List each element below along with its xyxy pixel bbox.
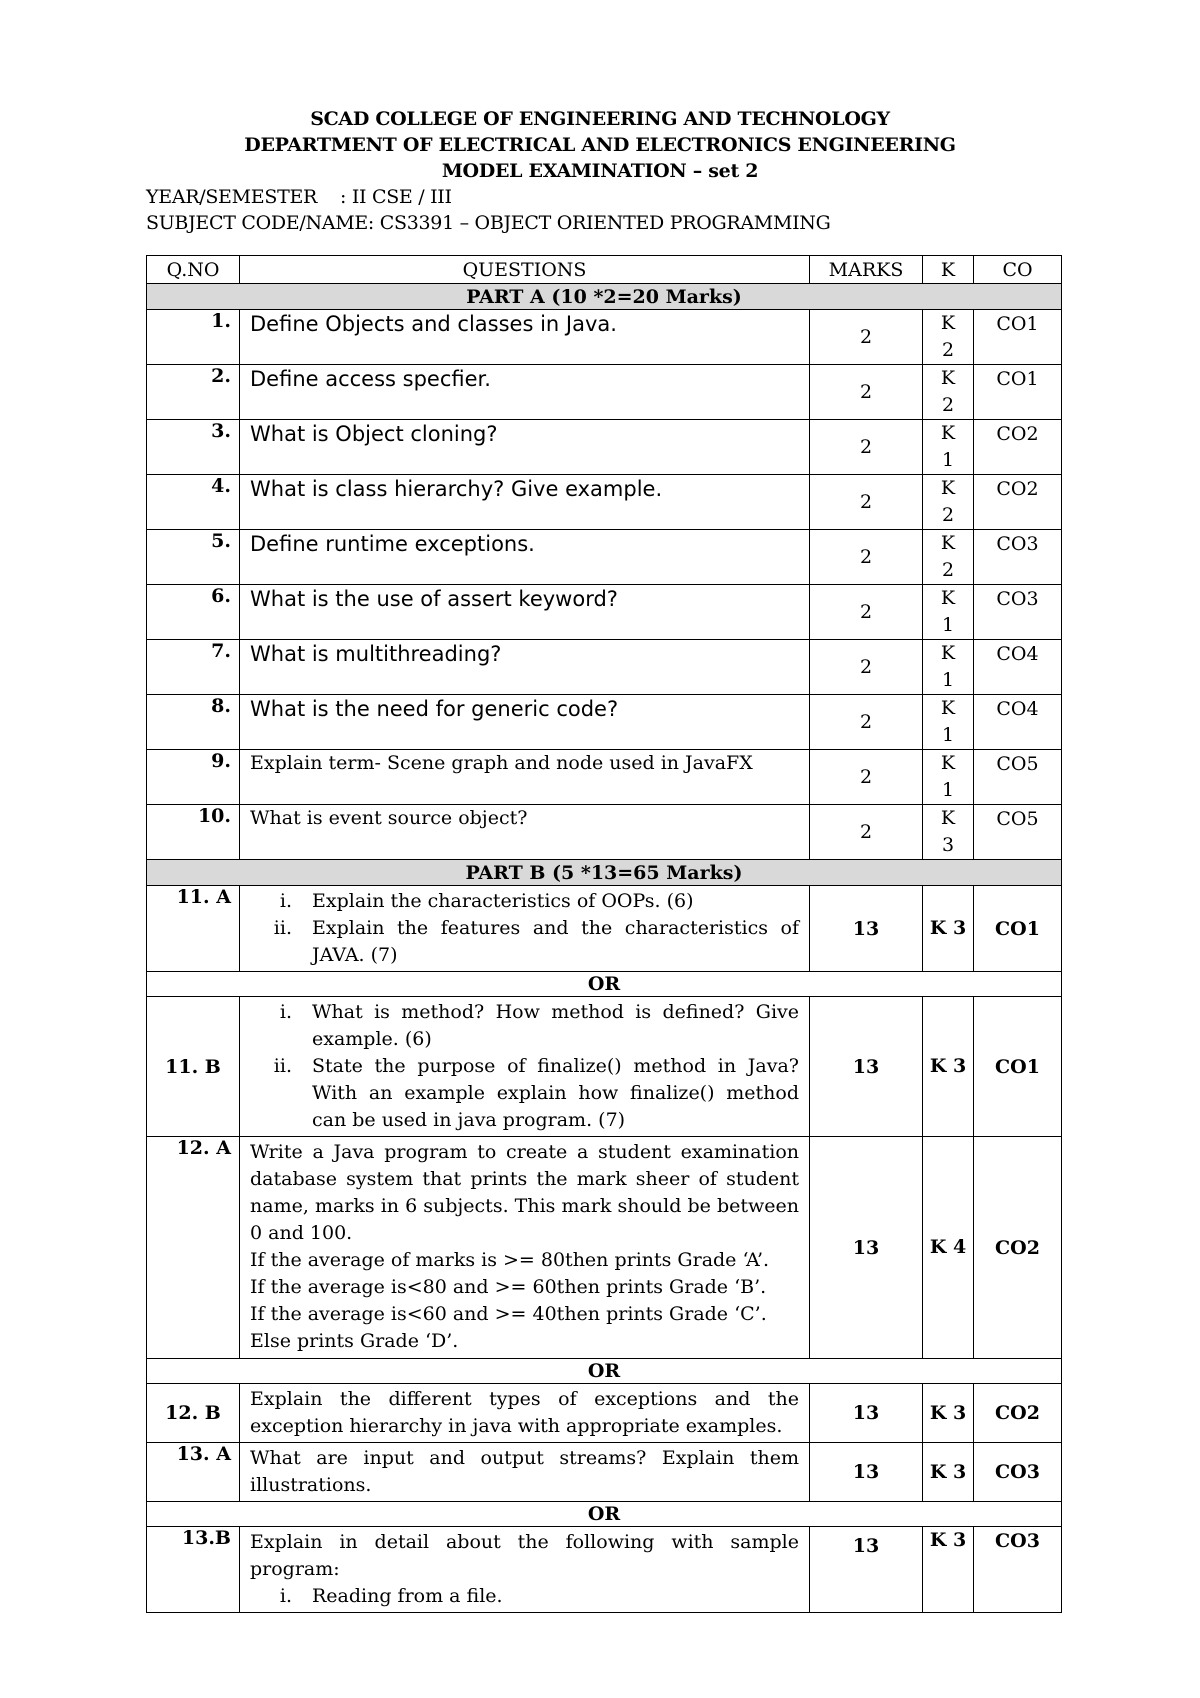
co-cell: CO1 [974, 365, 1062, 420]
co-cell: CO2 [974, 475, 1062, 530]
question-cell: What is the use of assert keyword? [240, 585, 810, 640]
table-row [147, 310, 1062, 365]
marks-cell: 2 [810, 365, 923, 420]
co-cell: CO3 [974, 585, 1062, 640]
marks-cell: 2 [810, 475, 923, 530]
table-row [147, 1384, 1062, 1443]
question-cell: Explain the different types of exceptions and the exception hierarchy in java with appropriate examples. [240, 1384, 810, 1443]
part-b-heading: PART B (5 *13=65 Marks) [147, 860, 1062, 886]
question-line: Else prints Grade ‘D’. [250, 1330, 459, 1352]
marks-cell: 13 [810, 886, 923, 972]
co-cell: CO3 [974, 1527, 1062, 1613]
co-cell: CO5 [974, 805, 1062, 860]
table-row [147, 640, 1062, 695]
table-row [147, 420, 1062, 475]
list-item: i. What is method? How method is defined? Give example. (6) [279, 1001, 799, 1050]
question-line: If the average of marks is >= 80then prints Grade ‘A’. [250, 1249, 770, 1271]
question-cell: Explain term- Scene graph and node used in JavaFX [240, 750, 810, 805]
qno-cell: 11. B [147, 997, 240, 1137]
question-line: If the average is<60 and >= 40then prints Grade ‘C’. [250, 1303, 767, 1325]
k-cell: K 2 [923, 530, 974, 585]
question-cell: What is multithreading? [240, 640, 810, 695]
qno-cell: 1. [147, 310, 240, 365]
department-name: DEPARTMENT OF ELECTRICAL AND ELECTRONICS ENGINEERING [244, 134, 956, 156]
or-divider: OR [147, 1502, 1062, 1527]
qno-cell: 13. A [147, 1443, 240, 1502]
list-item: i. Reading from a file. [279, 1585, 503, 1607]
marks-cell: 2 [810, 530, 923, 585]
k-cell: K 1 [923, 420, 974, 475]
marks-cell: 2 [810, 640, 923, 695]
k-cell: K 1 [923, 640, 974, 695]
question-cell [240, 1137, 810, 1359]
col-co: CO [974, 256, 1062, 284]
question-cell: Define runtime exceptions. [240, 530, 810, 585]
qno-cell: 4. [147, 475, 240, 530]
table-row [147, 1137, 1062, 1359]
or-divider: OR [147, 1359, 1062, 1384]
question-cell [240, 886, 810, 972]
col-qno: Q.NO [147, 256, 240, 284]
qno-cell: 9. [147, 750, 240, 805]
table-row [147, 1443, 1062, 1502]
table-row [147, 1527, 1062, 1613]
year-semester: YEAR/SEMESTER : II CSE / III [146, 186, 452, 208]
k-cell: K 1 [923, 585, 974, 640]
col-questions: QUESTIONS [240, 256, 810, 284]
table-row [147, 750, 1062, 805]
question-line: Explain in detail about the following with sample program: [250, 1531, 799, 1580]
qno-cell: 12. A [147, 1137, 240, 1359]
list-item: ii. Explain the features and the characteristics of JAVA. (7) [273, 917, 799, 966]
or-divider: OR [147, 972, 1062, 997]
column-header-row [147, 256, 1062, 284]
question-line: Write a Java program to create a student examination database system that prints the mark sheer of student name, marks in 6 subjects. This mark should be between 0 and 100. [250, 1141, 799, 1244]
marks-cell: 2 [810, 750, 923, 805]
marks-cell: 2 [810, 420, 923, 475]
marks-cell: 2 [810, 310, 923, 365]
table-row [147, 695, 1062, 750]
college-name: SCAD COLLEGE OF ENGINEERING AND TECHNOLOGY [310, 108, 890, 130]
table-row [147, 805, 1062, 860]
question-cell: What are input and output streams? Explain them illustrations. [240, 1443, 810, 1502]
question-cell: What is the need for generic code? [240, 695, 810, 750]
table-row [147, 997, 1062, 1137]
co-cell: CO3 [974, 530, 1062, 585]
k-cell: K 3 [923, 1443, 974, 1502]
k-cell: K 3 [923, 805, 974, 860]
question-cell: What is event source object? [240, 805, 810, 860]
co-cell: CO1 [974, 997, 1062, 1137]
question-cell: What is class hierarchy? Give example. [240, 475, 810, 530]
question-cell: What is Object cloning? [240, 420, 810, 475]
k-cell: K 3 [923, 1384, 974, 1443]
k-cell: K 3 [923, 1527, 974, 1613]
question-table [146, 255, 1062, 1613]
marks-cell: 13 [810, 1527, 923, 1613]
question-cell: Define access specfier. [240, 365, 810, 420]
marks-cell: 2 [810, 695, 923, 750]
exam-title: MODEL EXAMINATION – set 2 [441, 160, 759, 182]
qno-cell: 3. [147, 420, 240, 475]
co-cell: CO3 [974, 1443, 1062, 1502]
marks-cell: 13 [810, 1384, 923, 1443]
k-cell: K 2 [923, 475, 974, 530]
col-k: K [923, 256, 974, 284]
qno-cell: 12. B [147, 1384, 240, 1443]
question-cell [240, 997, 810, 1137]
k-cell: K 2 [923, 365, 974, 420]
table-row [147, 886, 1062, 972]
table-row [147, 585, 1062, 640]
k-cell: K 3 [923, 997, 974, 1137]
part-a-heading: PART A (10 *2=20 Marks) [147, 284, 1062, 310]
table-row [147, 530, 1062, 585]
question-cell [240, 1527, 810, 1613]
co-cell: CO2 [974, 420, 1062, 475]
subject-code-name: SUBJECT CODE/NAME: CS3391 – OBJECT ORIENTED PROGRAMMING [146, 212, 831, 234]
question-line: If the average is<80 and >= 60then prints Grade ‘B’. [250, 1276, 767, 1298]
list-item: ii. State the purpose of finalize() method in Java? With an example explain how finalize() method can be used in java program. (7) [273, 1055, 799, 1131]
table-row [147, 365, 1062, 420]
co-cell: CO5 [974, 750, 1062, 805]
qno-cell: 7. [147, 640, 240, 695]
k-cell: K 1 [923, 695, 974, 750]
col-marks: MARKS [810, 256, 923, 284]
marks-cell: 13 [810, 1137, 923, 1359]
k-cell: K 4 [923, 1137, 974, 1359]
qno-cell: 2. [147, 365, 240, 420]
k-cell: K 3 [923, 886, 974, 972]
marks-cell: 2 [810, 585, 923, 640]
qno-cell: 8. [147, 695, 240, 750]
co-cell: CO4 [974, 640, 1062, 695]
co-cell: CO4 [974, 695, 1062, 750]
qno-cell: 10. [147, 805, 240, 860]
list-item: i. Explain the characteristics of OOPs. (6) [279, 890, 694, 912]
marks-cell: 2 [810, 805, 923, 860]
marks-cell: 13 [810, 997, 923, 1137]
k-cell: K 1 [923, 750, 974, 805]
qno-cell: 11. A [147, 886, 240, 972]
co-cell: CO1 [974, 310, 1062, 365]
qno-cell: 5. [147, 530, 240, 585]
qno-cell: 13.B [147, 1527, 240, 1613]
k-cell: K 2 [923, 310, 974, 365]
co-cell: CO2 [974, 1384, 1062, 1443]
marks-cell: 13 [810, 1443, 923, 1502]
co-cell: CO1 [974, 886, 1062, 972]
table-row [147, 475, 1062, 530]
co-cell: CO2 [974, 1137, 1062, 1359]
question-cell: Define Objects and classes in Java. [240, 310, 810, 365]
qno-cell: 6. [147, 585, 240, 640]
